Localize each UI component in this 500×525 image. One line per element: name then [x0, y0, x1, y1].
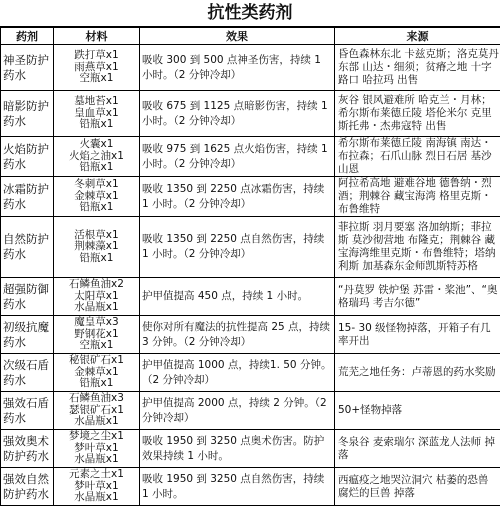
effect-cell: 吸收 1950 到 3250 点奥术伤害。防护效果持续 1 小时。: [140, 430, 335, 468]
materials-cell: 冬刺草x1 金棘草x1 铅瓶x1: [54, 177, 140, 217]
effect-cell: 吸收 675 到 1125 点暗影伤害，持续 1 小时。（2 分钟冷却）: [140, 91, 335, 137]
potion-name-cell: 神圣防护药水: [1, 45, 54, 91]
table-row: [1, 430, 500, 468]
table-row: [1, 91, 500, 137]
potion-name-cell: 次级石盾药水: [1, 354, 54, 392]
table-row: [1, 217, 500, 278]
potion-name-cell: 超强防御药水: [1, 278, 54, 316]
potion-name-cell: 自然防护药水: [1, 217, 54, 278]
source-cell: “丹莫罗 铁炉堡 苏雷・桨池”、“奥格瑞玛 考吉尔德”: [335, 278, 500, 316]
materials-cell: 跌打草x1 雨燕草x1 空瓶x1: [54, 45, 140, 91]
source-cell: 15- 30 级怪物掉落，开箱子有几率开出: [335, 316, 500, 354]
effect-cell: 使你对所有魔法的抗性提高 25 点，持续 3 分钟。（2 分钟冷却）: [140, 316, 335, 354]
effect-cell: 吸收 1350 到 2250 点自然伤害，持续 1 小时。（2 分钟冷却）: [140, 217, 335, 278]
materials-cell: 石鳞鱼油x2 太阳草x1 水晶瓶x1: [54, 278, 140, 316]
potion-name-cell: 暗影防护药水: [1, 91, 54, 137]
effect-cell: 吸收 975 到 1625 点火焰伤害，持续 1 小时。（2 分钟冷却）: [140, 137, 335, 177]
source-cell: 荒芜之地任务：卢蒂恩的药水奖励: [335, 354, 500, 392]
materials-cell: 墓地苔x1 皇血草x1 铅瓶x1: [54, 91, 140, 137]
potion-name-cell: 火焰防护药水: [1, 137, 54, 177]
effect-cell: 吸收 300 到 500 点神圣伤害，持续 1 小时。（2 分钟冷却）: [140, 45, 335, 91]
source-cell: 希尔斯布莱德丘陵 南海镇 南达・布拉森；石爪山脉 烈日石居 基沙山恩: [335, 137, 500, 177]
materials-cell: 梦境之尘x1 梦叶草x1 水晶瓶x1: [54, 430, 140, 468]
table-row: [1, 137, 500, 177]
table-row: [1, 354, 500, 392]
potion-name-cell: 冰霜防护药水: [1, 177, 54, 217]
source-cell: 菲拉斯 羽月要塞 洛加纳斯；菲拉斯 莫沙彻营地 布隆克；荆棘谷 藏宝海湾维里克斯・布鲁维特；塔纳利斯 加基森东金师凯斯特苏格: [335, 217, 500, 278]
effect-cell: 护甲值提高 1000 点，持续1. 50 分钟。（2 分钟冷却）: [140, 354, 335, 392]
effect-cell: 护甲值提高 2000 点，持续 2 分钟。（2 分钟冷却）: [140, 392, 335, 430]
table-row: [1, 468, 500, 506]
materials-cell: 火囊x1 火焰之油x1 铅瓶x1: [54, 137, 140, 177]
source-cell: 冬泉谷 麦索瑞尔 深蓝龙人法师 掉落: [335, 430, 500, 468]
table-header-row: [1, 28, 500, 45]
page-title: 抗性类药剂: [0, 0, 500, 27]
materials-cell: 秘银矿石x1 金棘草x1 铅瓶x1: [54, 354, 140, 392]
table-row: [1, 177, 500, 217]
potion-table: [0, 27, 500, 506]
potion-name-cell: 强效自然防护药水: [1, 468, 54, 506]
potion-name-cell: 强效石盾药水: [1, 392, 54, 430]
effect-cell: 护甲值提高 450 点，持续 1 小时。: [140, 278, 335, 316]
source-cell: 阿拉希高地 避难谷地 德鲁纳・烈酒；荆棘谷 藏宝海湾 格里克斯・布鲁维特: [335, 177, 500, 217]
table-row: [1, 45, 500, 91]
header-source: 来源: [335, 28, 500, 45]
potion-name-cell: 初级抗魔药水: [1, 316, 54, 354]
source-cell: 西瘟疫之地哭泣洞穴 枯萎的恐兽 腐烂的巨兽 掉落: [335, 468, 500, 506]
source-cell: 灰谷 银风避难所 哈克兰・月林；希尔斯布莱德丘陵 塔伦米尔 克里斯托弗・杰弗寇特 出售: [335, 91, 500, 137]
materials-cell: 元素之土x1 梦叶草x1 水晶瓶x1: [54, 468, 140, 506]
source-cell: 50+怪物掉落: [335, 392, 500, 430]
header-potion: 药剂: [1, 28, 54, 45]
effect-cell: 吸收 1950 到 3250 点自然伤害，持续 1 小时。: [140, 468, 335, 506]
header-materials: 材料: [54, 28, 140, 45]
table-row: [1, 278, 500, 316]
materials-cell: 石鳞鱼油x3 瑟银矿石x1 水晶瓶x1: [54, 392, 140, 430]
potion-name-cell: 强效奥术防护药水: [1, 430, 54, 468]
materials-cell: 魔皇草x3 野钢花x1 空瓶x1: [54, 316, 140, 354]
table-row: [1, 316, 500, 354]
effect-cell: 吸收 1350 到 2250 点冰霜伤害，持续 1 小时。（2 分钟冷却）: [140, 177, 335, 217]
materials-cell: 活根草x1 荆棘藻x1 铅瓶x1: [54, 217, 140, 278]
source-cell: 昏色森林东北 卡兹克斯；洛克莫丹东部 山达・细须；贫瘠之地 十字路口 哈拉玛 出售: [335, 45, 500, 91]
header-effect: 效果: [140, 28, 335, 45]
table-row: [1, 392, 500, 430]
